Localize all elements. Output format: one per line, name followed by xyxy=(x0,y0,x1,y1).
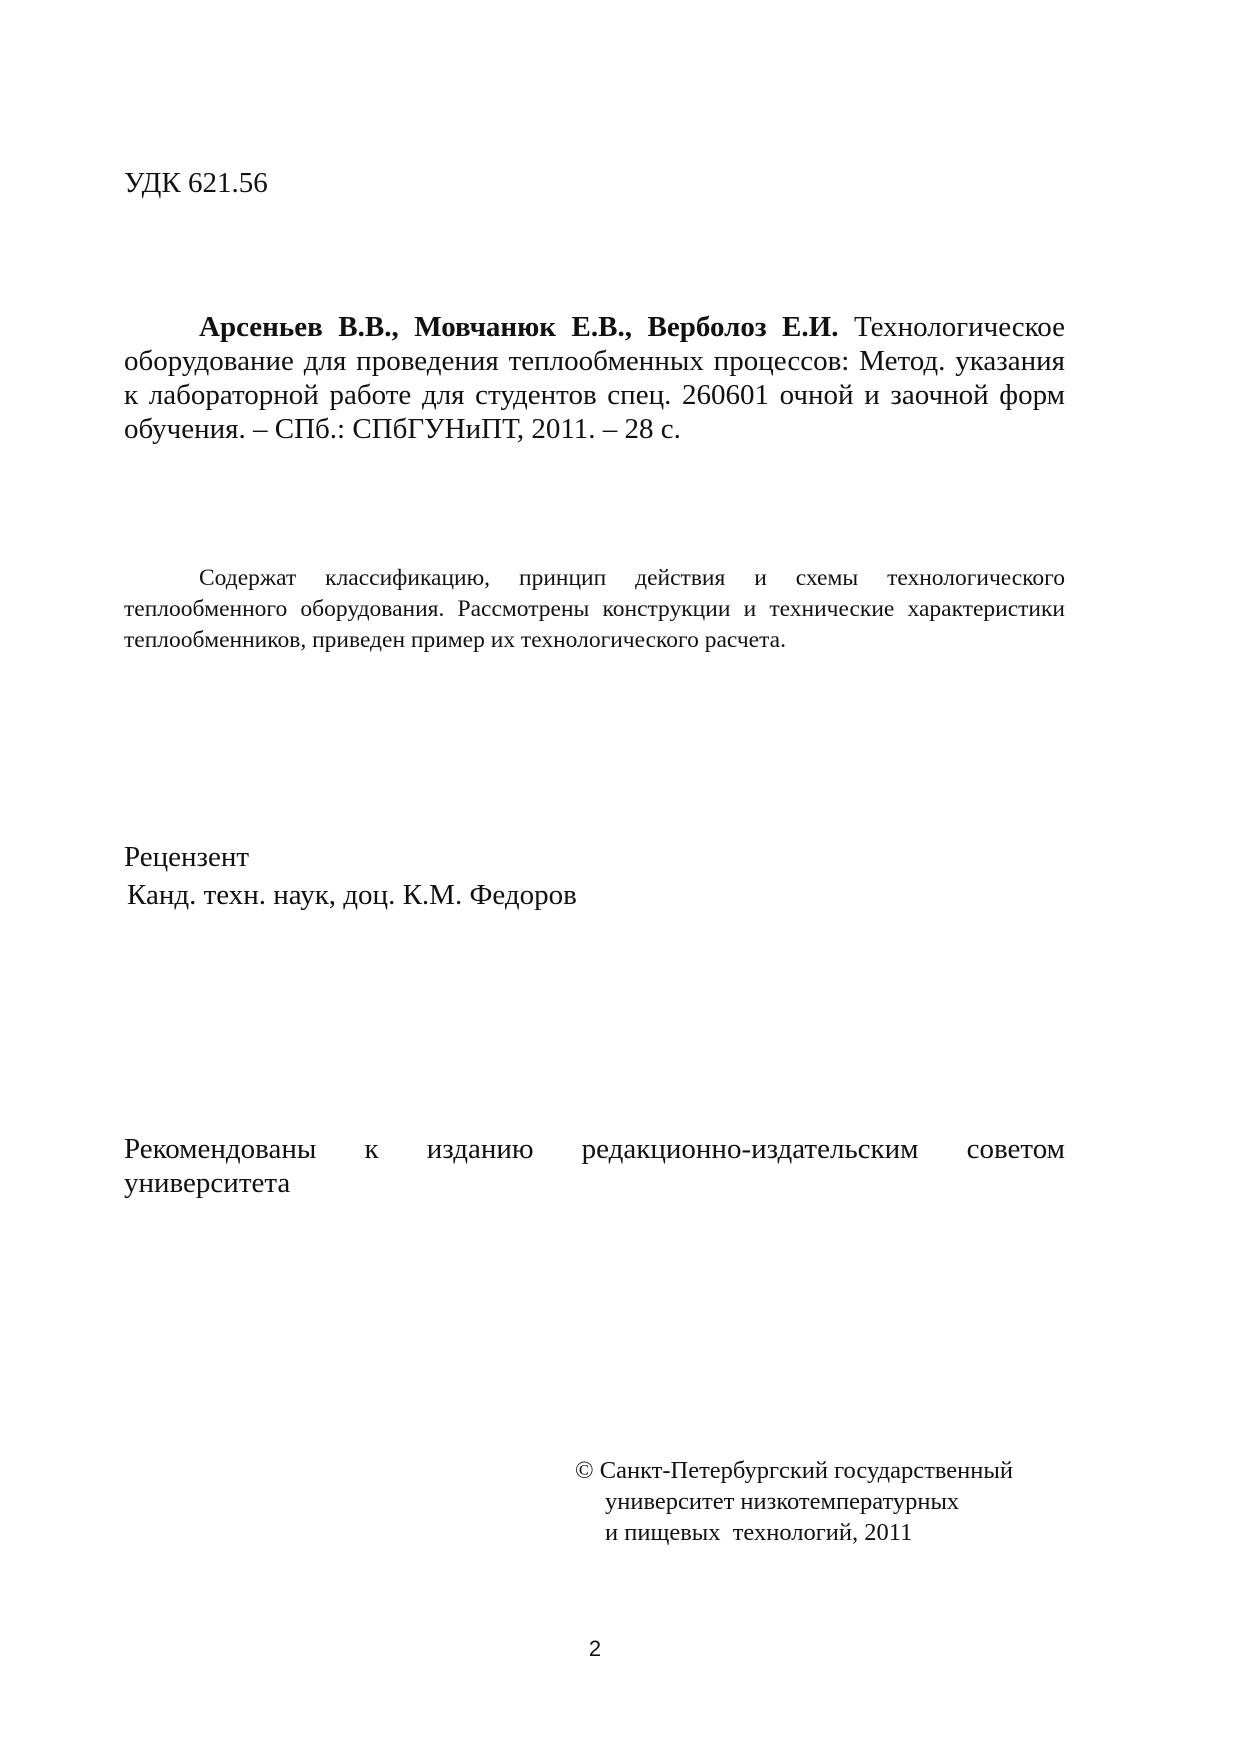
copyright-notice xyxy=(575,1455,1075,1548)
udk-code: УДК 621.56 xyxy=(124,167,268,199)
citation-authors: Арсеньев В.В., Мовчанюк Е.В., Верболоз Е.И. xyxy=(199,311,839,343)
copyright-line-1: © Санкт-Петербургский государственный xyxy=(575,1457,1013,1484)
recommendation-note: Рекомендованы к изданию редакционно-издательским советом университета xyxy=(124,1133,1065,1199)
reviewer-label: Рецензент xyxy=(124,841,250,873)
copyright-line-3: и пищевых технологий, 2011 xyxy=(605,1519,913,1546)
page-number: 2 xyxy=(588,1636,602,1661)
bibliographic-citation xyxy=(124,310,1065,446)
citation-text: Технологическое оборудование для проведения теплообменных процессов: Метод. указания к лабораторной работе для студентов спец. 260601 очной и заочной форм обучения. – СПб.: СПбГУНиПТ, 2011. – 28 с. xyxy=(124,311,1066,445)
annotation: Содержат классификацию, принцип действия и схемы технологического теплообменного оборудования. Рассмотрены конструкции и технические характеристики теплообменников, приведен пример их технологического расчета. xyxy=(124,565,1065,653)
reviewer-name: Канд. техн. наук, доц. К.М. Федоров xyxy=(127,879,577,911)
copyright-line-2: университет низкотемпературных xyxy=(605,1488,960,1515)
